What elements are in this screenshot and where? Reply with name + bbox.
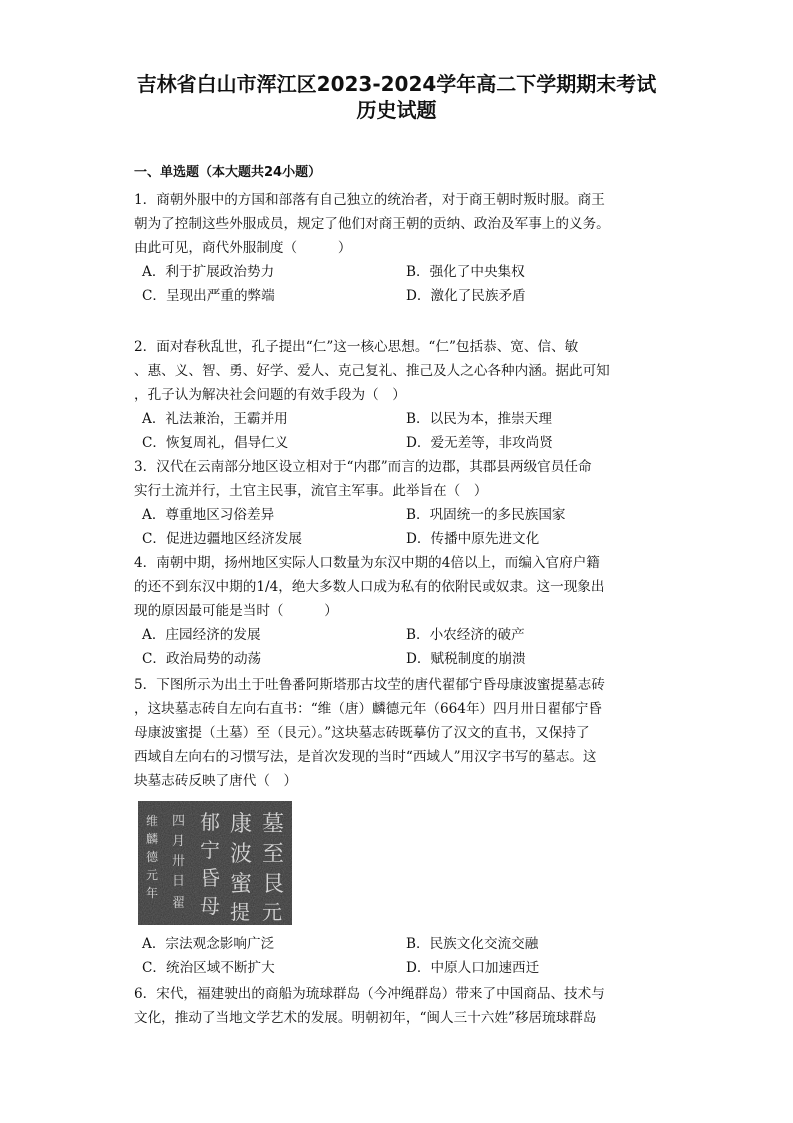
question-text-line: 文化，推动了当地文学艺术的发展。明朝初年，“闽人三十六姓”移居琉球群岛 — [134, 1010, 597, 1026]
question-text-line: 母康波蜜提（土墓）至（艮元）。”这块墓志砖既摹仿了汉文的直书，又保持了 — [134, 725, 590, 741]
option-a: A．礼法兼治，王霸并用 — [142, 411, 288, 427]
option-d: D．爱无差等，非攻尚贤 — [406, 435, 553, 451]
option-d: D．传播中原先进文化 — [406, 531, 540, 547]
option-b: B．民族文化交流交融 — [406, 936, 539, 952]
option-c: C．统治区域不断扩大 — [142, 960, 275, 976]
question-text-line: ，孔子认为解决社会问题的有效手段为（ ） — [134, 387, 406, 403]
option-c: C．促进边疆地区经济发展 — [142, 531, 302, 547]
inscription-char: 宁 — [200, 838, 220, 862]
inscription-char: 郁 — [200, 810, 220, 834]
inscription-char: 年 — [146, 886, 159, 900]
question-text-line: 5．下图所示为出土于吐鲁番阿斯塔那古坟茔的唐代翟郁宁昏母康波蜜提墓志砖 — [134, 677, 605, 693]
inscription-char: 德 — [146, 850, 159, 864]
option-b: B．强化了中央集权 — [406, 264, 525, 280]
question-text-line: 块墓志砖反映了唐代（ ） — [134, 773, 298, 789]
question-2 — [134, 335, 664, 455]
tomb-brick-inscription — [138, 801, 292, 925]
question-6 — [134, 982, 664, 1030]
option-a: A．宗法观念影响广泛 — [142, 936, 275, 952]
page-subtitle: 历史试题 — [356, 98, 437, 122]
option-b: B．巩固统一的多民族国家 — [406, 507, 566, 523]
question-text-line: 1．商朝外服中的方国和部落有自己独立的统治者，对于商王朝时叛时服。商王 — [134, 192, 605, 208]
question-4 — [134, 551, 664, 671]
question-text-line: 3．汉代在云南部分地区设立相对于“内郡”而言的边郡，其郡县两级官员任命 — [134, 459, 592, 475]
inscription-char: 波 — [230, 842, 253, 867]
inscription-char: 元 — [262, 900, 282, 924]
inscription-char: 母 — [200, 894, 220, 918]
inscription-char: 康 — [230, 812, 253, 837]
option-d: D．激化了民族矛盾 — [406, 288, 526, 304]
question-5 — [134, 673, 664, 793]
inscription-char: 月 — [172, 834, 186, 849]
question-text-line: 实行土流并行，土官主民事，流官主军事。此举旨在（ ） — [134, 483, 488, 499]
question-text-line: 的还不到东汉中期的1/4，绝大多数人口成为私有的依附民或奴隶。这一现象出 — [134, 579, 605, 595]
question-text-line: 西域自左向右的习惯写法，是首次发现的当时“西域人”用汉字书写的墓志。这 — [134, 749, 597, 765]
question-text-line: 2．面对春秋乱世，孔子提出“仁”这一核心思想。“仁”包括恭、宽、信、敏 — [134, 339, 579, 355]
inscription-char: 至 — [262, 842, 285, 867]
option-b: B．小农经济的破产 — [406, 627, 525, 643]
option-c: C．政治局势的动荡 — [142, 651, 262, 667]
inscription-char: 提 — [230, 900, 250, 924]
option-a: A．庄园经济的发展 — [142, 627, 261, 643]
option-d: D．中原人口加速西迁 — [406, 960, 540, 976]
inscription-char: 卅 — [172, 854, 186, 869]
inscription-char: 艮 — [262, 872, 285, 897]
tomb-brick-image — [138, 801, 292, 925]
question-text-line: 6．宋代，福建驶出的商船为琉球群岛（今冲绳群岛）带来了中国商品、技术与 — [134, 986, 605, 1002]
question-text-line: 4．南朝中期，扬州地区实际人口数量为东汉中期的4倍以上，而编入官府户籍 — [134, 555, 600, 571]
question-1 — [134, 188, 664, 308]
option-b: B．以民为本，推崇天理 — [406, 411, 552, 427]
question-text-line: 现的原因最可能是当时（ ） — [134, 603, 338, 619]
question-3 — [134, 455, 664, 551]
inscription-char: 翟 — [172, 896, 186, 911]
inscription-char: 麟 — [146, 832, 159, 846]
question-text-line: 由此可见，商代外服制度（ ） — [134, 240, 352, 256]
inscription-char: 墓 — [262, 812, 285, 837]
question-5-options — [134, 932, 664, 980]
option-a: A．尊重地区习俗差异 — [142, 507, 275, 523]
inscription-char: 维 — [146, 814, 159, 828]
question-text-line: 朝为了控制这些外服成员，规定了他们对商王朝的贡纳、政治及军事上的义务。 — [134, 216, 610, 232]
option-d: D．赋税制度的崩溃 — [406, 651, 526, 667]
option-c: C．恢复周礼，倡导仁义 — [142, 435, 289, 451]
inscription-char: 元 — [146, 868, 159, 882]
question-text-line: 、惠、义、智、勇、好学、爱人、克己复礼、推己及人之心各种内涵。据此可知 — [134, 363, 610, 379]
question-text-line: ，这块墓志砖自左向右直书：“维（唐）麟德元年（664年）四月卅日翟郁宁昏 — [134, 701, 602, 717]
option-c: C．呈现出严重的弊端 — [142, 288, 275, 304]
inscription-char: 蜜 — [230, 872, 253, 897]
section-heading: 一、单选题（本大题共24小题） — [134, 165, 322, 180]
inscription-char: 日 — [172, 874, 186, 889]
inscription-char: 四 — [172, 814, 186, 829]
page-title: 吉林省白山市浑江区2023-2024学年高二下学期期末考试 — [136, 72, 657, 96]
option-a: A．利于扩展政治势力 — [142, 264, 275, 280]
inscription-char: 昏 — [200, 866, 220, 890]
